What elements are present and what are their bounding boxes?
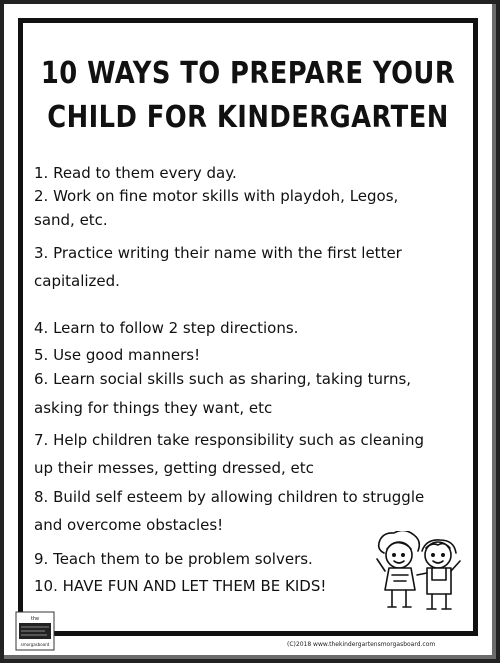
copyright-footer: (C)2018 www.thekindergartensmorgasboard.com xyxy=(287,641,436,648)
list-item: 10. HAVE FUN AND LET THEM BE KIDS! xyxy=(34,577,327,595)
list-item: 4. Learn to follow 2 step directions. xyxy=(34,319,299,337)
list-item: 7. Help children take responsibility such as cleaning xyxy=(34,431,424,449)
list-item: up their messes, getting dressed, etc xyxy=(34,459,314,477)
smorgasboard-logo-icon xyxy=(15,611,55,651)
list-item: sand, etc. xyxy=(34,211,108,229)
list-item: 9. Teach them to be problem solvers. xyxy=(34,550,313,568)
list-item: 3. Practice writing their name with the first letter xyxy=(34,244,402,262)
title-line-1: 10 WAYS TO PREPARE YOUR xyxy=(40,56,456,91)
list-item: 8. Build self esteem by allowing children to struggle xyxy=(34,488,425,506)
list-item: capitalized. xyxy=(34,272,120,290)
kids-clipart-icon xyxy=(372,531,464,617)
list-item: and overcome obstacles! xyxy=(34,516,224,534)
svg-text:smorgasboard: smorgasboard xyxy=(20,642,50,647)
document-page xyxy=(4,4,492,655)
list-item: 5. Use good manners! xyxy=(34,346,201,364)
list-item: asking for things they want, etc xyxy=(34,399,273,417)
svg-text:the: the xyxy=(30,616,40,622)
title-line-2: CHILD FOR KINDERGARTEN xyxy=(47,100,449,135)
list-item: 1. Read to them every day. xyxy=(34,164,237,182)
list-item: 2. Work on fine motor skills with playdoh, Legos, xyxy=(34,187,399,205)
list-item: 6. Learn social skills such as sharing, taking turns, xyxy=(34,370,412,388)
